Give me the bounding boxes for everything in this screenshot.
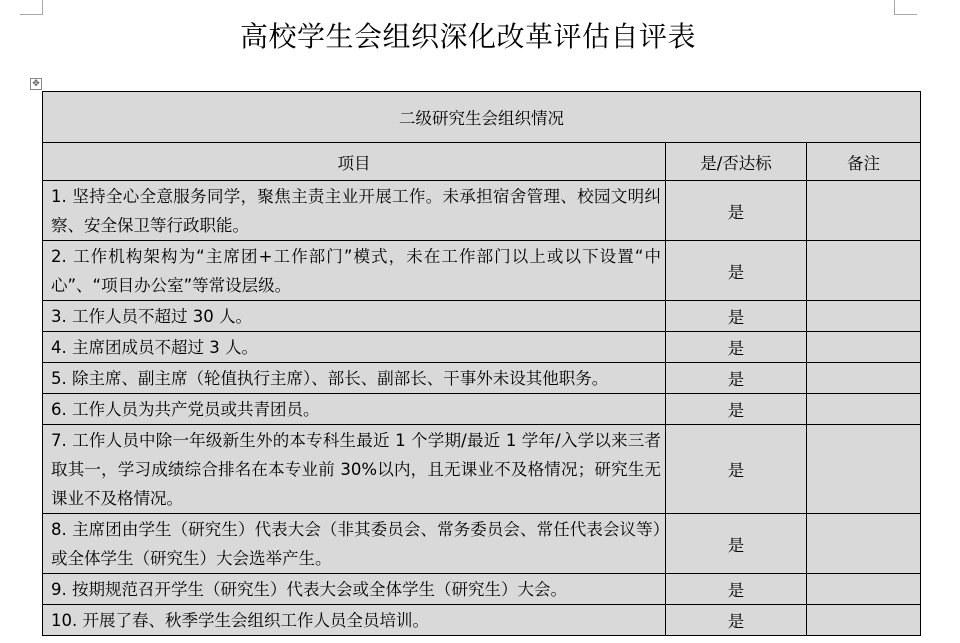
item-cell[interactable]: 6. 工作人员为共产党员或共青团员。 [43, 394, 666, 425]
status-cell[interactable]: 是 [666, 332, 807, 363]
item-cell[interactable]: 5. 除主席、副主席（轮值执行主席）、部长、副部长、干事外未设其他职务。 [43, 363, 666, 394]
table-row [43, 181, 921, 241]
table-row [43, 363, 921, 394]
page-corner-mark-right [894, 0, 917, 15]
status-cell[interactable]: 是 [666, 425, 807, 514]
status-cell[interactable]: 是 [666, 514, 807, 574]
table-row [43, 241, 921, 301]
evaluation-table [42, 91, 921, 636]
remark-cell[interactable] [807, 301, 921, 332]
status-cell[interactable]: 是 [666, 363, 807, 394]
remark-cell[interactable] [807, 514, 921, 574]
status-cell[interactable]: 是 [666, 574, 807, 605]
column-header-row [43, 143, 921, 181]
table-row [43, 605, 921, 636]
status-cell[interactable]: 是 [666, 241, 807, 301]
status-cell[interactable]: 是 [666, 181, 807, 241]
remark-cell[interactable] [807, 425, 921, 514]
table-row [43, 514, 921, 574]
move-table-icon[interactable]: ✥ [30, 78, 42, 90]
item-cell[interactable]: 1. 坚持全心全意服务同学，聚焦主责主业开展工作。未承担宿舍管理、校园文明纠察、安全保卫等行政职能。 [43, 181, 666, 241]
remark-cell[interactable] [807, 181, 921, 241]
status-cell[interactable]: 是 [666, 605, 807, 636]
remark-cell[interactable] [807, 394, 921, 425]
section-heading[interactable]: 二级研究生会组织情况 [43, 92, 921, 143]
table-row [43, 394, 921, 425]
status-cell[interactable]: 是 [666, 394, 807, 425]
remark-cell[interactable] [807, 332, 921, 363]
item-cell[interactable]: 2. 工作机构架构为“主席团+工作部门”模式，未在工作部门以上或以下设置“中心”、“项目办公室”等常设层级。 [43, 241, 666, 301]
table-row [43, 425, 921, 514]
status-cell[interactable]: 是 [666, 301, 807, 332]
item-cell[interactable]: 4. 主席团成员不超过 3 人。 [43, 332, 666, 363]
remark-cell[interactable] [807, 241, 921, 301]
page-corner-mark-left [20, 0, 43, 15]
remark-cell[interactable] [807, 574, 921, 605]
table-row [43, 301, 921, 332]
column-header-item[interactable]: 项目 [43, 143, 666, 181]
section-heading-row [43, 92, 921, 143]
table-row [43, 574, 921, 605]
remark-cell[interactable] [807, 605, 921, 636]
remark-cell[interactable] [807, 363, 921, 394]
item-cell[interactable]: 7. 工作人员中除一年级新生外的本专科生最近 1 个学期/最近 1 学年/入学以来三者取其一，学习成绩综合排名在本专业前 30%以内，且无课业不及格情况；研究生无课业不及格情况。 [43, 425, 666, 514]
item-cell[interactable]: 3. 工作人员不超过 30 人。 [43, 301, 666, 332]
page-title: 高校学生会组织深化改革评估自评表 [239, 20, 696, 53]
column-header-status[interactable]: 是/否达标 [666, 143, 807, 181]
item-cell[interactable]: 10. 开展了春、秋季学生会组织工作人员全员培训。 [43, 605, 666, 636]
column-header-remarks[interactable]: 备注 [807, 143, 921, 181]
table-row [43, 332, 921, 363]
item-cell[interactable]: 8. 主席团由学生（研究生）代表大会（非其委员会、常务委员会、常任代表会议等）或全体学生（研究生）大会选举产生。 [43, 514, 666, 574]
item-cell[interactable]: 9. 按期规范召开学生（研究生）代表大会或全体学生（研究生）大会。 [43, 574, 666, 605]
